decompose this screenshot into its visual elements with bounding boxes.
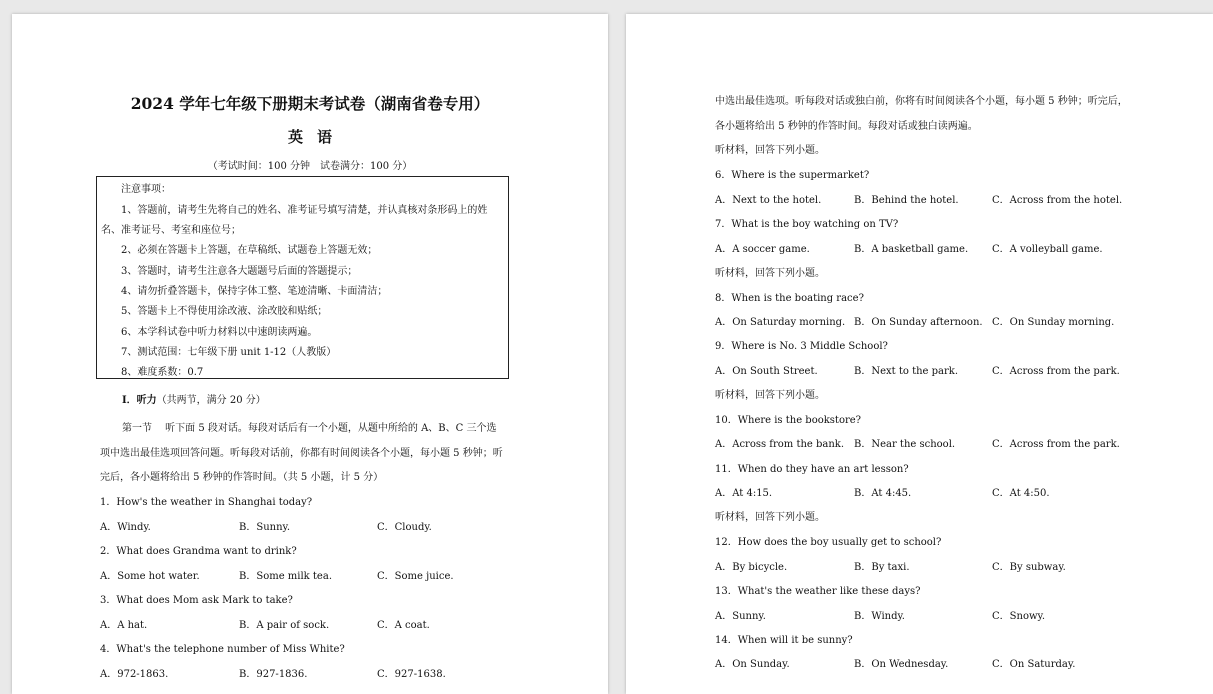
part-intro-line: 第一节 听下面 5 段对话。每段对话后有一个小题，从题中所给的 A、B、C 三个选: [122, 423, 497, 434]
section-heading: [122, 391, 266, 406]
subject-heading: 英语: [287, 128, 346, 146]
question-stem: 4．What's the telephone number of Miss White?: [100, 644, 345, 655]
option-c: C．A volleyball game.: [992, 244, 1103, 255]
option-a: A．At 4:15.: [715, 488, 773, 499]
option-c: C．Across from the park.: [992, 366, 1120, 377]
option-c: C．On Saturday.: [992, 659, 1076, 670]
option-b: B．Next to the park.: [854, 366, 959, 377]
option-b: B．Behind the hotel.: [854, 195, 959, 206]
option-a: A．Windy.: [100, 522, 151, 533]
option-c: C．A coat.: [377, 620, 430, 631]
part-intro-line: 项中选出最佳选项回答问题。听每段对话前，你都有时间阅读各个小题，每小题 5 秒钟；听: [100, 448, 503, 459]
document-page-left[interactable]: [12, 14, 608, 694]
notice-item: 名、准考证号、考室和座位号；: [101, 225, 241, 236]
notice-item: 7、测试范围：七年级下册 unit 1-12（人教版）: [121, 347, 337, 358]
notice-title: 注意事项：: [121, 184, 171, 195]
option-c: C．At 4:50.: [992, 488, 1050, 499]
notice-item: 1、答题前，请考生先将自己的姓名、准考证号填写清楚，并认真核对条形码上的姓: [121, 205, 488, 216]
question-stem: 1．How's the weather in Shanghai today?: [100, 497, 313, 508]
option-a: A．972-1863.: [100, 669, 169, 680]
option-b: B．Windy.: [854, 611, 905, 622]
part-intro-line: 完后，各小题将给出 5 秒钟的作答时间。（共 5 小题，计 5 分）: [100, 472, 384, 483]
option-b: B．Near the school.: [854, 439, 956, 450]
notice-item: 5、答题卡上不得使用涂改液、涂改胶和贴纸；: [121, 306, 328, 317]
option-c: C．Cloudy.: [377, 522, 432, 533]
option-b: B．A pair of sock.: [239, 620, 330, 631]
question-stem: 12．How does the boy usually get to school?: [715, 537, 942, 548]
option-b: B．On Wednesday.: [854, 659, 949, 670]
option-b: B．By taxi.: [854, 562, 910, 573]
notice-item: 6、本学科试卷中听力材料以中速朗读两遍。: [121, 327, 318, 338]
notice-box: [96, 176, 509, 379]
option-a: A．On South Street.: [715, 366, 818, 377]
question-stem: 11．When do they have an art lesson?: [715, 464, 909, 475]
option-c: C．927-1638.: [377, 669, 446, 680]
option-b: B．At 4:45.: [854, 488, 912, 499]
intro-line: 各小题将给出 5 秒钟的作答时间。每段对话或独白读两遍。: [715, 121, 978, 132]
option-a: A．On Sunday.: [715, 659, 790, 670]
listen-instruction: 听材料，回答下列小题。: [715, 268, 825, 279]
question-stem: 10．Where is the bookstore?: [715, 415, 862, 426]
question-stem: 7．What is the boy watching on TV?: [715, 219, 899, 230]
option-c: C．On Sunday morning.: [992, 317, 1115, 328]
notice-item: 4、请勿折叠答题卡，保持字体工整、笔迹清晰、卡面清洁；: [121, 286, 388, 297]
exam-meta: （考试时间：100 分钟 试卷满分：100 分）: [207, 161, 413, 172]
option-c: C．By subway.: [992, 562, 1066, 573]
notice-item: 2、必须在答题卡上答题，在草稿纸、试题卷上答题无效；: [121, 245, 378, 256]
option-c: C．Some juice.: [377, 571, 454, 582]
option-c: C．Snowy.: [992, 611, 1046, 622]
option-b: B．927-1836.: [239, 669, 308, 680]
section-suffix: （共两节，满分 20 分）: [156, 395, 266, 406]
option-b: B．Sunny.: [239, 522, 291, 533]
option-a: A．Some hot water.: [100, 571, 200, 582]
option-a: A．Across from the bank.: [715, 439, 845, 450]
option-b: B．Some milk tea.: [239, 571, 332, 582]
question-stem: 13．What's the weather like these days?: [715, 586, 921, 597]
option-a: A．Sunny.: [715, 611, 766, 622]
option-a: A．Next to the hotel.: [715, 195, 822, 206]
option-a: A．A hat.: [100, 620, 148, 631]
option-a: A．On Saturday morning.: [715, 317, 846, 328]
option-a: A．By bicycle.: [715, 562, 788, 573]
option-b: B．On Sunday afternoon.: [854, 317, 983, 328]
notice-item: 3、答题时，请考生注意各大题题号后面的答题提示；: [121, 266, 358, 277]
listen-instruction: 听材料，回答下列小题。: [715, 512, 825, 523]
section-label: I．听力: [122, 395, 157, 406]
document-title: 2024 学年七年级下册期末考试卷（湖南省卷专用）: [130, 94, 490, 113]
question-stem: 6．Where is the supermarket?: [715, 170, 870, 181]
option-a: A．A soccer game.: [715, 244, 810, 255]
listen-instruction: 听材料，回答下列小题。: [715, 390, 825, 401]
question-stem: 2．What does Grandma want to drink?: [100, 546, 297, 557]
option-b: B．A basketball game.: [854, 244, 969, 255]
listen-instruction: 听材料，回答下列小题。: [715, 145, 825, 156]
question-stem: 9．Where is No. 3 Middle School?: [715, 341, 888, 352]
option-c: C．Across from the hotel.: [992, 195, 1123, 206]
question-stem: 3．What does Mom ask Mark to take?: [100, 595, 293, 606]
document-page-right[interactable]: [626, 14, 1213, 694]
option-c: C．Across from the park.: [992, 439, 1120, 450]
intro-line: 中选出最佳选项。听每段对话或独白前，你将有时间阅读各个小题，每小题 5 秒钟；听完后，: [715, 96, 1128, 107]
question-stem: 14．When will it be sunny?: [715, 635, 853, 646]
notice-item: 8、难度系数：0.7: [121, 367, 204, 378]
question-stem: 8．When is the boating race?: [715, 293, 864, 304]
